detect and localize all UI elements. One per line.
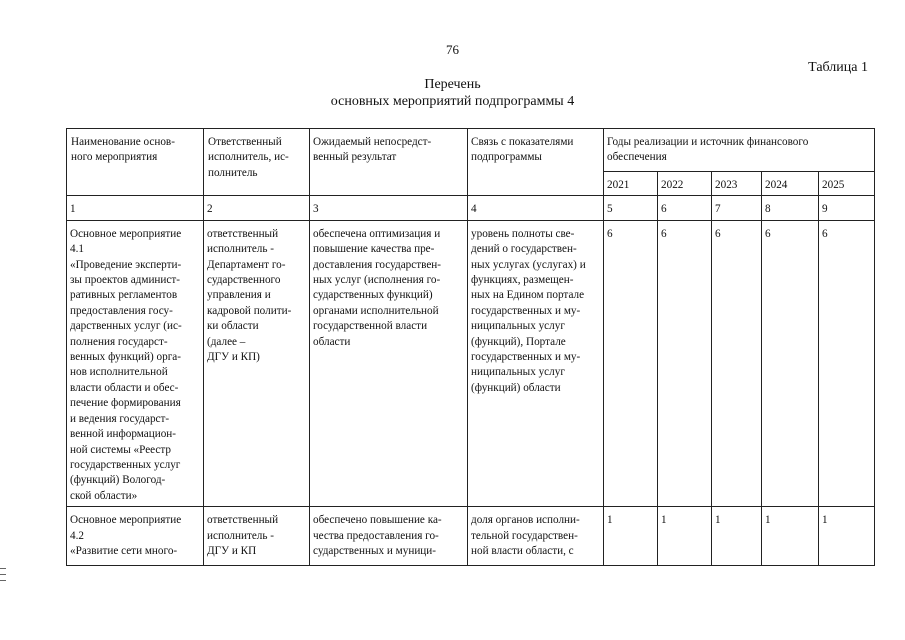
measures-table: [66, 128, 875, 566]
margin-mark: [0, 574, 6, 575]
margin-mark: [0, 580, 6, 581]
header-year: 2023: [712, 172, 762, 196]
page-number: 76: [446, 42, 459, 57]
measure-indicator-link: уровень полноты све- дений о государствен- ных услугах (услугах) и функциях, размещен- ных на Едином портале государственных и му- ниципальных услуг (функций), Портале государственных и му- ниципальных услуг (функций) области: [468, 220, 604, 506]
measure-result: обеспечено повышение ка- чества предоставления го- сударственных и муници-: [310, 507, 468, 566]
measure-year-value: 1: [604, 507, 658, 566]
measure-year-value: 6: [712, 220, 762, 506]
measure-year-value: 6: [604, 220, 658, 506]
header-responsible: Ответственный исполнитель, ис- полнитель: [204, 129, 310, 196]
table-row: [67, 507, 875, 566]
measure-year-value: 1: [819, 507, 875, 566]
header-link: Связь с показателями подпрограммы: [468, 129, 604, 196]
header-year: 2024: [762, 172, 819, 196]
header-years-group: Годы реализации и источник финансового обеспечения: [604, 129, 875, 172]
measure-responsible: ответственный исполнитель - Департамент го- сударственного управления и кадровой полити- ки области (далее – ДГУ и КП): [204, 220, 310, 506]
margin-mark: [0, 568, 6, 569]
header-year: 2025: [819, 172, 875, 196]
measure-name: Основное мероприятие 4.2 «Развитие сети много-: [67, 507, 204, 566]
column-number: 6: [658, 196, 712, 220]
measure-year-value: 6: [658, 220, 712, 506]
column-number: 2: [204, 196, 310, 220]
measure-year-value: 6: [762, 220, 819, 506]
document-title: [0, 76, 905, 110]
column-number: 9: [819, 196, 875, 220]
header-year: 2021: [604, 172, 658, 196]
measure-result: обеспечена оптимизация и повышение качества пре- доставления государствен- ных услуг (исполнения го- сударственных функций) органами исполнительной государственной власти области: [310, 220, 468, 506]
measure-indicator-link: доля органов исполни- тельной государствен- ной власти области, с: [468, 507, 604, 566]
table-label: Таблица 1: [808, 60, 868, 75]
column-number: 3: [310, 196, 468, 220]
title-line-2: основных мероприятий подпрограммы 4: [330, 94, 575, 109]
measure-year-value: 1: [658, 507, 712, 566]
column-number: 8: [762, 196, 819, 220]
measure-name: Основное мероприятие 4.1 «Проведение эксперти- зы проектов админист- ративных регламентов предоставления госу- дарственных услуг (ис- полнения государст- венных функций) орга- нов исполнительной власти области и обес- печение формирования и ведения государст- венной информацион- ной системы «Реестр государственных услуг (функций) Вологод- ской области»: [67, 220, 204, 506]
header-name: Наименование основ- ного мероприятия: [67, 129, 204, 196]
header-result: Ожидаемый непосредст- венный результат: [310, 129, 468, 196]
column-number-row: [67, 196, 875, 220]
column-number: 4: [468, 196, 604, 220]
column-number: 7: [712, 196, 762, 220]
measure-year-value: 1: [762, 507, 819, 566]
header-year: 2022: [658, 172, 712, 196]
column-number: 1: [67, 196, 204, 220]
measure-year-value: 6: [819, 220, 875, 506]
measure-year-value: 1: [712, 507, 762, 566]
table-row: [67, 220, 875, 506]
title-line-1: Перечень: [424, 77, 481, 92]
column-number: 5: [604, 196, 658, 220]
measure-responsible: ответственный исполнитель - ДГУ и КП: [204, 507, 310, 566]
